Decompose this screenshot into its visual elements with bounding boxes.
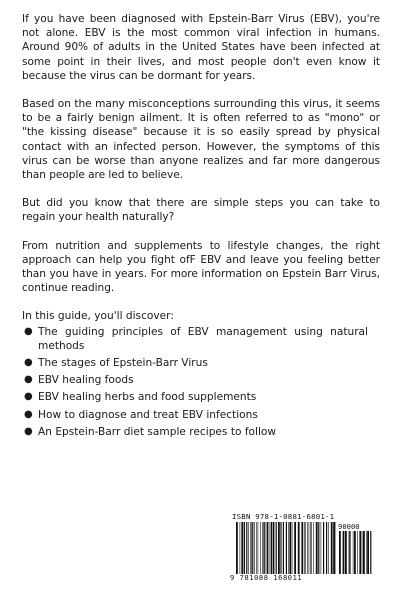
guide-intro: In this guide, you'll discover: (22, 310, 174, 323)
list-item: ● EBV healing herbs and food supplements (24, 391, 257, 404)
list-item: ● How to diagnose and treat EBV infections (24, 408, 258, 421)
barcode-addon-bars-icon (339, 531, 373, 574)
list-item: ● The stages of Epstein-Barr Virus (24, 357, 208, 370)
bullet-icon: ● (24, 374, 33, 386)
guide-list (22, 325, 380, 439)
list-item: ● EBV healing foods (24, 374, 134, 387)
bullet-icon: ● (24, 408, 33, 420)
paragraph-question: But did you know that there are simple steps you can take to regain your health naturally? (22, 197, 380, 224)
guide-section (22, 309, 380, 439)
paragraph-misconceptions: Based on the many misconceptions surrounding this virus, it seems to be a fairly benign ailment. It is often referred to as "mono" or "the kissing disease" because it is so easily spread by physical contact with an infected person. However, the symptoms of this virus can be worse than anyone realizes and far more dangerous than people are led to believe. (22, 98, 380, 182)
list-item: ● An Epstein-Barr diet sample recipes to follow (24, 425, 277, 438)
price-code: 90000 (338, 522, 360, 531)
isbn-label: ISBN 978-1-0881-6801-1 (232, 512, 335, 521)
paragraph-approach: From nutrition and supplements to lifestyle changes, the right approach can help you fight ofF EBV and leave you feeling better than you have in years. For more information on Epstein Barr Virus, continue reading. (22, 239, 380, 295)
bullet-icon: ● (24, 391, 33, 403)
list-item: ● The guiding principles of EBV management using natural methods (24, 325, 368, 352)
back-cover-text (22, 12, 380, 442)
bullet-icon: ● (24, 425, 33, 437)
ean-digits: 9 781088 168011 (230, 574, 303, 582)
isbn-barcode (230, 512, 375, 586)
bullet-icon: ● (24, 325, 33, 337)
barcode-bars-icon (236, 522, 336, 574)
bullet-icon: ● (24, 357, 33, 369)
paragraph-intro: If you have been diagnosed with Epstein-Barr Virus (EBV), you're not alone. EBV is the most common viral infection in humans. Around 90% of adults in the United States have been infected at some point in their lives, and most people don't even know it because the virus can be dormant for years. (22, 13, 380, 82)
